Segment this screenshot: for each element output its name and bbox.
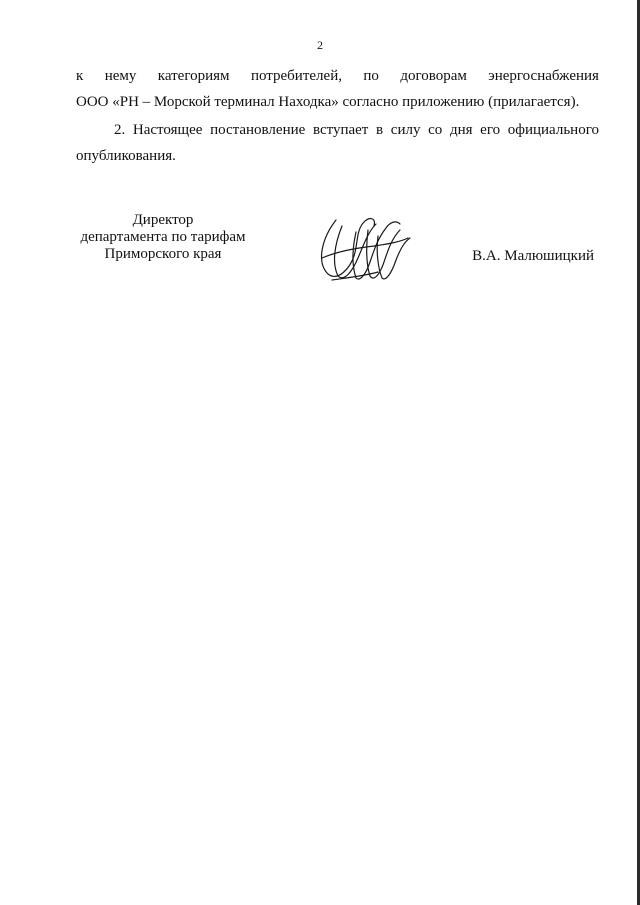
word: официального <box>507 122 599 138</box>
signer-name: В.А. Малюшицкий <box>472 248 594 264</box>
word: постановление <box>210 122 306 138</box>
word: к <box>76 68 84 84</box>
word: в <box>376 122 384 138</box>
paragraph-2 <box>76 117 599 169</box>
word: договорам <box>400 68 467 84</box>
signatory-title <box>76 212 250 263</box>
word: по <box>363 68 379 84</box>
paragraph-1-line-2: ООО «РН – Морской терминал Находка» согласно приложению (прилагается). <box>76 94 580 110</box>
word: потребителей, <box>250 68 342 84</box>
word: нему <box>104 68 137 84</box>
paragraph-2-line-2: опубликования. <box>76 148 176 164</box>
paragraph-2-line-1 <box>76 117 599 143</box>
word: его <box>480 122 501 138</box>
word: со <box>428 122 443 138</box>
paragraph-1 <box>76 63 599 115</box>
signatory-title-line-2: департамента по тарифам <box>80 229 246 245</box>
signatory-title-line-1: Директор <box>132 212 194 228</box>
word: энергоснабжения <box>488 68 599 84</box>
word: 2. <box>114 122 126 138</box>
word: Настоящее <box>132 122 203 138</box>
word: вступает <box>312 122 369 138</box>
word: силу <box>390 122 421 138</box>
word: дня <box>449 122 473 138</box>
page-number: 2 <box>317 38 323 52</box>
signatory-title-line-3: Приморского края <box>104 246 222 262</box>
paragraph-1-line-1 <box>76 63 599 89</box>
word: категориям <box>157 68 230 84</box>
handwritten-signature <box>316 212 412 284</box>
